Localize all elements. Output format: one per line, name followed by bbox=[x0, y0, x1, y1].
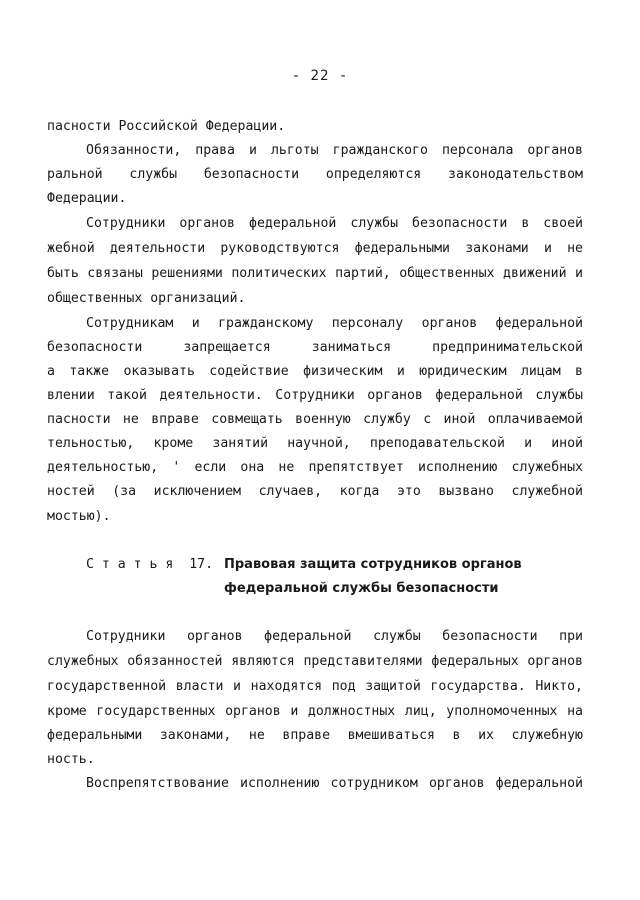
text-line: влении такой деятельности. Сотрудники органов федеральной службы bbox=[47, 388, 583, 403]
text-line: пасности Российской Федерации. bbox=[47, 119, 286, 134]
text-line: Сотрудники органов федеральной службы безопасности при bbox=[86, 629, 583, 644]
text-line: Федерации. bbox=[47, 191, 127, 206]
text-line: Воспрепятствование исполнению сотрудником органов федеральной bbox=[86, 776, 583, 791]
text-line: ностей (за исключением случаев, когда это вызвано служебной bbox=[47, 484, 583, 499]
article-title-line-1: Правовая защита сотрудников органов bbox=[224, 557, 522, 572]
article-title-line-2: федеральной службы безопасности bbox=[224, 581, 499, 596]
text-line: государственной власти и находятся под защитой государства. Никто, bbox=[47, 679, 583, 694]
text-line: кроме государственных органов и должностных лиц, уполномоченных на bbox=[47, 704, 583, 719]
text-line: деятельностью, ' если она не препятствует исполнению служебных bbox=[47, 460, 583, 475]
text-line: федеральными законами, не вправе вмешиваться в их служебную bbox=[47, 728, 583, 743]
text-line: мостью). bbox=[47, 509, 111, 524]
article-label: С т а т ь я 17. bbox=[86, 557, 214, 572]
text-line: быть связаны решениями политических партий, общественных движений и bbox=[47, 266, 583, 281]
text-line: Сотрудники органов федеральной службы безопасности в своей bbox=[86, 216, 583, 231]
text-line: общественных организаций. bbox=[47, 291, 246, 306]
text-line: а также оказывать содействие физическим и юридическим лицам в bbox=[47, 364, 583, 379]
text-line: служебных обязанностей являются представителями федеральных органов bbox=[47, 654, 583, 669]
text-line: ральной службы безопасности определяются законодательством bbox=[47, 167, 583, 182]
text-line: Сотрудникам и гражданскому персоналу органов федеральной bbox=[86, 316, 583, 331]
text-line: Обязанности, права и льготы гражданского персонала органов bbox=[86, 143, 583, 158]
text-line: тельностью, кроме занятий научной, преподавательской и иной bbox=[47, 436, 583, 451]
text-line: пасности не вправе совмещать военную службу с иной оплачиваемой bbox=[47, 412, 583, 427]
text-line: ность. bbox=[47, 752, 95, 767]
text-line: жебной деятельности руководствуются федеральными законами и не bbox=[47, 241, 583, 256]
text-line: безопасности запрещается заниматься предпринимательской bbox=[47, 340, 583, 355]
page-number: - 22 - bbox=[291, 68, 349, 84]
